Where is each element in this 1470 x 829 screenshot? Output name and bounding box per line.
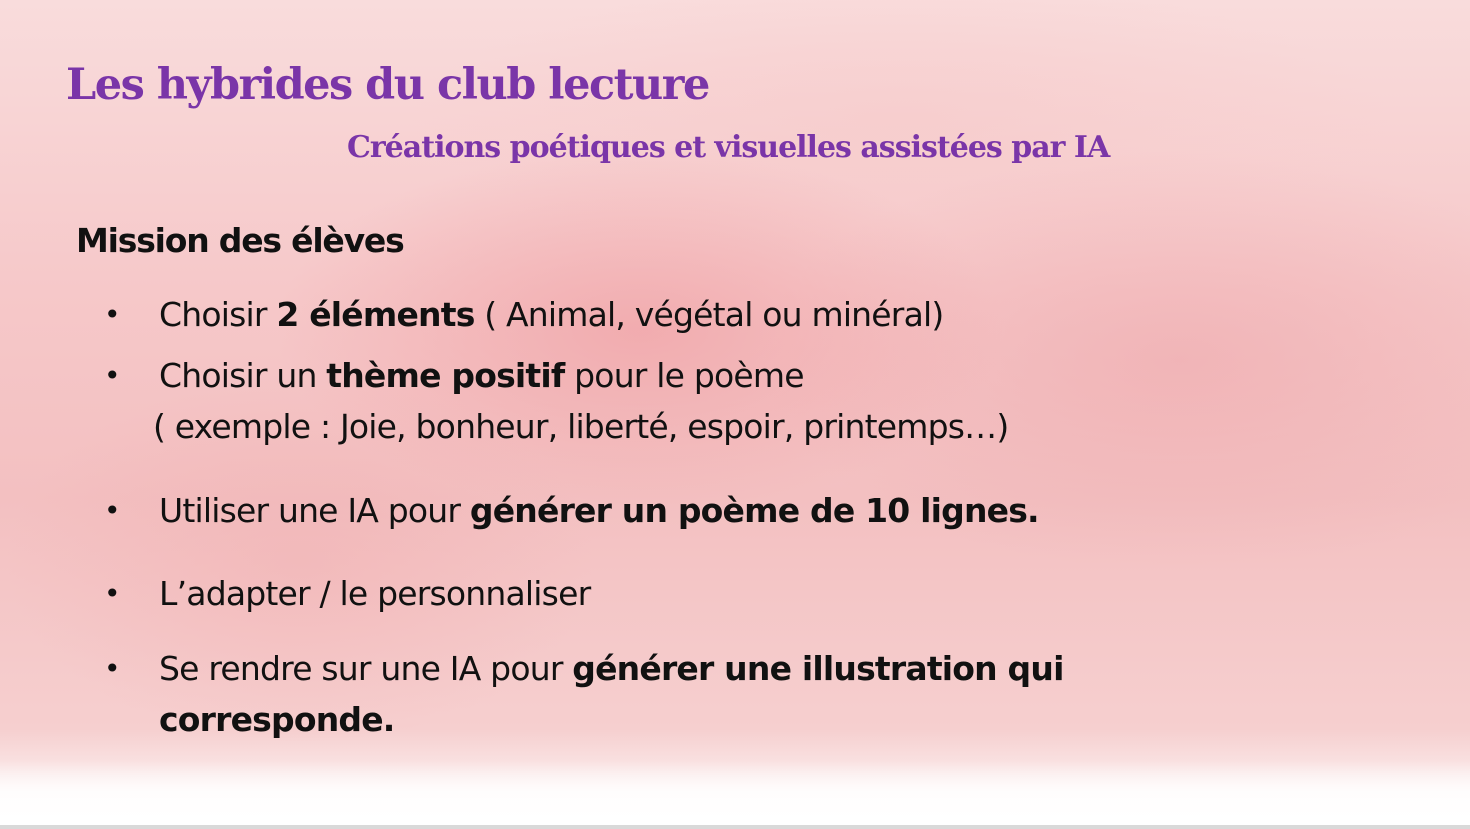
emphasis: générer une illustration qui xyxy=(572,649,1064,688)
emphasis: 2 éléments xyxy=(276,295,475,334)
bullet-icon: • xyxy=(104,359,120,392)
item-text: Choisir 2 éléments ( Animal, végétal ou minéral) xyxy=(159,295,944,334)
bullet-icon: • xyxy=(104,577,120,610)
item-text: Utiliser une IA pour générer un poème de 10 lignes. xyxy=(159,491,1039,530)
slide-subtitle: Créations poétiques et visuelles assistées par IA xyxy=(347,130,1110,165)
emphasis: générer un poème de 10 lignes. xyxy=(469,491,1039,530)
bullet-icon: • xyxy=(104,494,120,527)
item-text: Se rendre sur une IA pour générer une illustration qui xyxy=(159,649,1064,688)
item-continuation-illustration: corresponde. xyxy=(159,700,395,739)
section-heading: Mission des élèves xyxy=(76,221,404,260)
item-text: L’adapter / le personnaliser xyxy=(159,574,591,613)
bottom-fade xyxy=(0,760,1470,829)
bullet-icon: • xyxy=(104,298,120,331)
item-continuation-theme-example: ( exemple : Joie, bonheur, liberté, espoir, printemps…) xyxy=(153,407,1009,446)
bullet-icon: • xyxy=(104,652,120,685)
bottom-edge-divider xyxy=(0,825,1470,829)
item-text: Choisir un thème positif pour le poème xyxy=(159,356,804,395)
slide-title: Les hybrides du club lecture xyxy=(66,60,709,110)
emphasis: thème positif xyxy=(326,356,565,395)
